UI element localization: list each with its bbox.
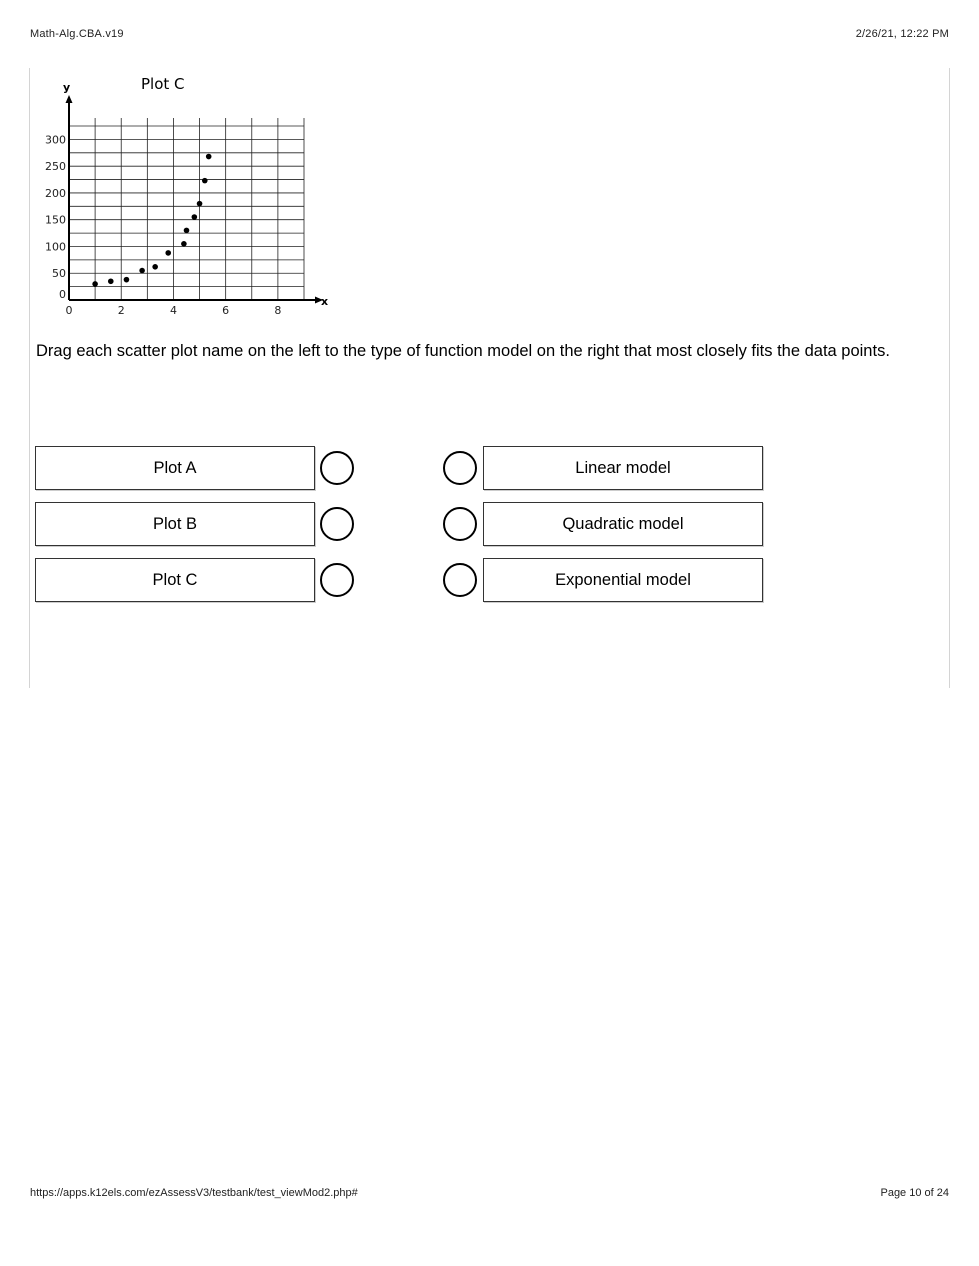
x-tick-label: 4: [169, 304, 177, 317]
data-point: [152, 264, 158, 270]
drop-handle-exponential[interactable]: [443, 563, 477, 597]
drop-handle-quadratic[interactable]: [443, 507, 477, 541]
chart-grid: [69, 118, 304, 300]
data-point: [139, 268, 145, 274]
drag-item-plot-c[interactable]: Plot C: [35, 558, 315, 602]
chart-points: [92, 154, 211, 287]
data-point: [181, 241, 187, 247]
x-tick-label: 0: [65, 304, 73, 317]
chart-y-axis-label: y: [63, 81, 71, 94]
drop-target-exponential-model[interactable]: Exponential model: [483, 558, 763, 602]
y-tick-label: 300: [45, 133, 66, 147]
drag-handle-plot-a[interactable]: [320, 451, 354, 485]
chart-x-axis-label: x: [321, 295, 329, 308]
drag-item-plot-a[interactable]: Plot A: [35, 446, 315, 490]
data-point: [202, 178, 208, 184]
x-tick-label: 6: [222, 304, 230, 317]
drag-handle-plot-b[interactable]: [320, 507, 354, 541]
header-document-name: Math-Alg.CBA.v19: [30, 28, 124, 40]
y-tick-label: 200: [45, 186, 66, 200]
chart-tick-labels: [45, 133, 281, 317]
data-point: [184, 228, 190, 234]
data-point: [165, 250, 171, 256]
y-tick-label: 50: [52, 267, 66, 281]
question-prompt: Drag each scatter plot name on the left to the type of function model on the right that most closely fits the data points.: [36, 342, 890, 360]
y-tick-label: 250: [45, 160, 66, 174]
y-tick-label: 100: [45, 240, 66, 254]
data-point: [92, 281, 98, 287]
data-point: [197, 201, 203, 207]
y-axis-arrow: [66, 95, 73, 103]
x-tick-label: 8: [274, 304, 282, 317]
header-timestamp: 2/26/21, 12:22 PM: [855, 28, 949, 40]
drop-target-linear-model[interactable]: Linear model: [483, 446, 763, 490]
footer-page-number: Page 10 of 24: [880, 1187, 949, 1199]
plot-c-chart: [36, 70, 336, 325]
drop-target-quadratic-model[interactable]: Quadratic model: [483, 502, 763, 546]
y-tick-label: 0: [59, 288, 66, 301]
chart-title: Plot C: [141, 75, 185, 93]
x-tick-label: 2: [117, 304, 125, 317]
drop-handle-linear[interactable]: [443, 451, 477, 485]
footer-url: https://apps.k12els.com/ezAssessV3/testbank/test_viewMod2.php#: [30, 1187, 358, 1199]
y-tick-label: 150: [45, 213, 66, 227]
drag-item-plot-b[interactable]: Plot B: [35, 502, 315, 546]
data-point: [108, 278, 114, 284]
data-point: [206, 154, 212, 160]
data-point: [124, 277, 130, 283]
data-point: [192, 214, 198, 220]
drag-handle-plot-c[interactable]: [320, 563, 354, 597]
